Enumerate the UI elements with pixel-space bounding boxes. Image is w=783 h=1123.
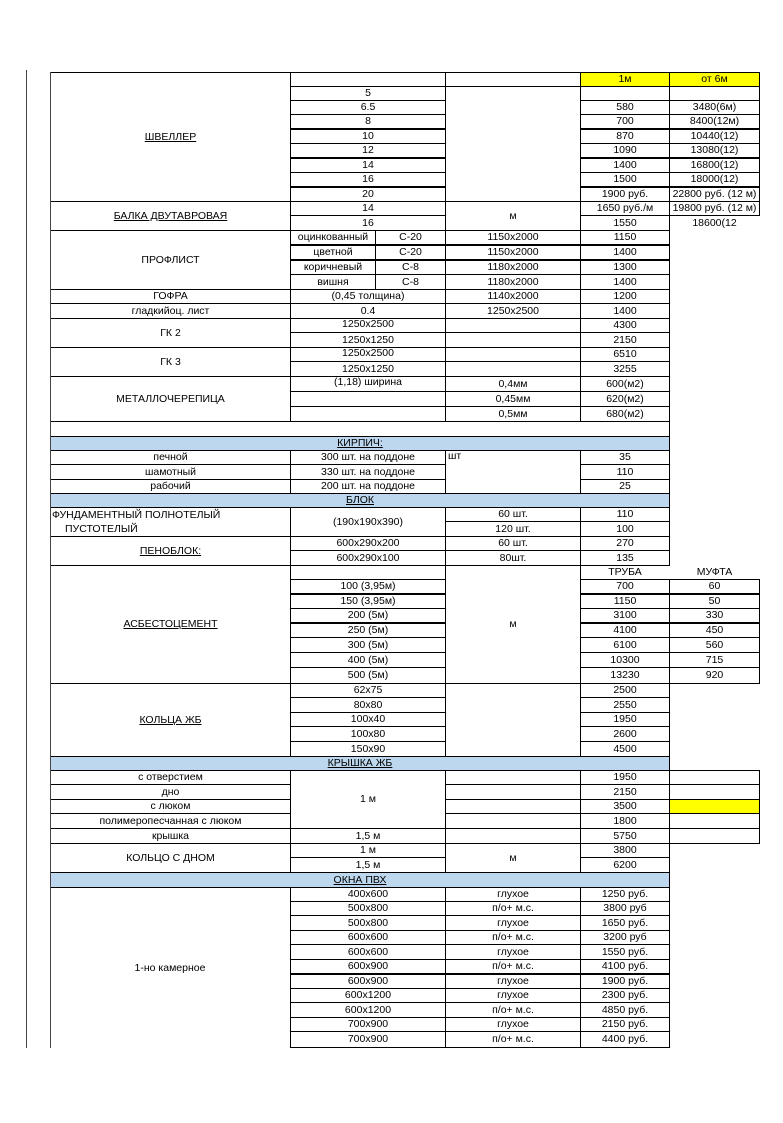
proflist-price: 1150 — [580, 230, 670, 245]
empty-cell — [445, 813, 581, 829]
okna-type: глухое — [445, 915, 581, 931]
kryshka-name: дно — [50, 784, 291, 800]
proflist-grade: С-20 — [375, 245, 446, 260]
kryshka-name: полимеропесчанная с люком — [50, 813, 291, 829]
penoblok-qty: 80шт. — [445, 550, 581, 566]
shveller-price2: 8400(12м) — [669, 114, 760, 129]
empty-cell — [290, 72, 446, 87]
shveller-price1: 1900 руб. — [580, 187, 670, 202]
balka-label-cell — [50, 201, 291, 231]
balka-price2: 18600(12 — [692, 216, 737, 229]
proflist-dims: 1150х2000 — [445, 245, 581, 260]
okna-size: 600х900 — [290, 959, 446, 974]
gladkiy-thick: 0.4 — [290, 303, 446, 319]
kolca-price: 1950 — [580, 712, 670, 727]
kolca-size: 62х75 — [290, 683, 446, 698]
gk2-price: 2150 — [580, 332, 670, 348]
shveller-price2: 18000(12) — [669, 172, 760, 187]
kolco-dno-size: 1 м — [290, 843, 446, 858]
shveller-size: 14 — [290, 158, 446, 173]
kirpich-pack: 200 шт. на поддоне — [290, 479, 446, 494]
asbest-h2: МУФТА — [696, 566, 733, 578]
kryshka-price: 1800 — [580, 813, 670, 829]
blok-header-cell — [50, 493, 670, 508]
metallocherepica-price: 600(м2) — [580, 376, 670, 392]
kirpich-name: рабочий — [50, 479, 291, 494]
kolca-label: КОЛЬЦА ЖБ — [139, 713, 202, 726]
shveller-price2 — [669, 86, 760, 101]
asbest-truba: 3100 — [580, 608, 670, 623]
kolca-price: 2600 — [580, 726, 670, 742]
metallocherepica-label: МЕТАЛЛОЧЕРЕПИЦА — [50, 376, 291, 422]
okna-type: глухое — [445, 1017, 581, 1032]
metallocherepica-width: (1,18) ширина — [290, 376, 446, 392]
gk3-price: 6510 — [580, 347, 670, 362]
asbest-truba: 4100 — [580, 623, 670, 638]
kryshka-price: 3500 — [580, 799, 670, 814]
empty-cell — [445, 72, 581, 87]
kirpich-pack: 330 шт. на поддоне — [290, 464, 446, 480]
kolco-dno-size: 1,5 м — [290, 857, 446, 873]
gladkiy-price: 1400 — [580, 303, 670, 319]
proflist-grade: С-20 — [375, 230, 446, 245]
balka-price1: 1550 — [580, 215, 670, 231]
penoblok-dims: 600х290х200 — [290, 536, 446, 551]
empty-cell — [290, 391, 446, 407]
blok-header: БЛОК — [345, 494, 375, 506]
balka-label: БАЛКА ДВУТАВРОВАЯ — [113, 209, 228, 222]
asbest-mufta: 50 — [669, 594, 760, 609]
kolco-dno-unit: м — [445, 843, 581, 873]
blok-label-border — [50, 507, 291, 537]
okna-price: 1250 руб. — [580, 887, 670, 902]
okna-size: 700х900 — [290, 1017, 446, 1032]
asbest-mufta: 920 — [669, 667, 760, 684]
okna-type: глухое — [445, 887, 581, 902]
kirpich-header-cell — [50, 436, 670, 451]
blok-dims: (190х190х390) — [290, 507, 446, 537]
empty-cell — [445, 828, 581, 844]
okna-price: 4850 руб. — [580, 1002, 670, 1018]
gladkiy-dims: 1250х2500 — [445, 303, 581, 319]
okna-type: п/о+ м.с. — [445, 901, 581, 916]
okna-price: 1650 руб. — [580, 915, 670, 931]
empty-cell — [445, 318, 581, 333]
gk3-size: 1250х1250 — [290, 361, 446, 377]
empty-cell — [669, 828, 760, 844]
asbest-size: 200 (5м) — [290, 608, 446, 623]
proflist-dims: 1150х2000 — [445, 230, 581, 245]
asbest-size: 150 (3,95м) — [290, 594, 446, 609]
okna-type: п/о+ м.с. — [445, 1002, 581, 1018]
asbest-mufta: 450 — [669, 623, 760, 638]
blok-price1: 110 — [580, 507, 670, 522]
okna-size: 600х600 — [290, 930, 446, 945]
gk2-label: ГК 2 — [50, 318, 291, 348]
col1-header: 1м — [580, 72, 670, 87]
balka-price1: 1650 руб./м — [580, 201, 670, 216]
kolca-size: 100х40 — [290, 712, 446, 727]
shveller-price2: 22800 руб. (12 м) — [669, 187, 760, 202]
okna-price: 2150 руб. — [580, 1017, 670, 1032]
proflist-dims: 1180х2000 — [445, 260, 581, 275]
okna-size: 500х800 — [290, 915, 446, 931]
shveller-price2: 16800(12) — [669, 158, 760, 173]
kirpich-unit: шт — [445, 450, 581, 494]
proflist-grade: С-8 — [375, 260, 446, 275]
metallocherepica-price: 620(м2) — [580, 391, 670, 407]
kirpich-header: КИРПИЧ: — [337, 437, 383, 449]
penoblok-qty: 60 шт. — [445, 536, 581, 551]
kirpich-price: 110 — [580, 464, 670, 480]
kolca-size: 80х80 — [290, 697, 446, 713]
kolca-label-cell — [50, 683, 291, 757]
gofra-note: (0,45 толщина) — [290, 289, 446, 304]
okna-size: 600х1200 — [290, 1002, 446, 1018]
page-margin-line — [26, 70, 27, 1048]
shveller-size: 8 — [290, 114, 446, 129]
empty-cell — [669, 770, 760, 785]
kirpich-name: шамотный — [50, 464, 291, 480]
okna-header: ОКНА ПВХ — [333, 873, 387, 886]
col2-header: от 6м — [669, 72, 760, 87]
shveller-size: 10 — [290, 129, 446, 144]
okna-label: 1-но камерное — [50, 887, 291, 1048]
blok-qty1: 60 шт. — [445, 507, 581, 522]
shveller-price1: 1400 — [580, 158, 670, 173]
okna-left-border — [50, 887, 51, 1048]
okna-price: 1550 руб. — [580, 944, 670, 960]
gofra-dims: 1140х2000 — [445, 289, 581, 304]
penoblok-dims: 600х290х100 — [290, 550, 446, 566]
shveller-price2: 3480(6м) — [669, 100, 760, 115]
penoblok-price: 270 — [580, 536, 670, 551]
shveller-price1 — [580, 86, 670, 101]
kryshka-header: КРЫШКА ЖБ — [327, 757, 393, 769]
shveller-price2: 13080(12) — [669, 143, 760, 158]
metallocherepica-thick: 0,5мм — [445, 406, 581, 422]
empty-cell — [445, 799, 581, 814]
proflist-dims: 1180х2000 — [445, 274, 581, 290]
asbest-mufta: 715 — [669, 652, 760, 668]
okna-price: 3800 руб — [580, 901, 670, 916]
asbest-mufta: 330 — [669, 608, 760, 623]
blok-price2: 100 — [580, 521, 670, 537]
okna-price: 2300 руб. — [580, 988, 670, 1003]
empty-cell — [669, 784, 760, 800]
blok-qty2: 120 шт. — [445, 521, 581, 537]
kryshka-name: с отверстием — [50, 770, 291, 785]
kirpich-name: печной — [50, 450, 291, 465]
balka-unit: м — [445, 201, 581, 231]
okna-type: п/о+ м.с. — [445, 1031, 581, 1048]
okna-price: 4400 руб. — [580, 1031, 670, 1048]
proflist-price: 1400 — [580, 245, 670, 260]
proflist-price: 1300 — [580, 260, 670, 275]
shveller-price1: 1090 — [580, 143, 670, 158]
gladkiy-label: гладкийоц. лист — [50, 303, 291, 319]
shveller-price1: 580 — [580, 100, 670, 115]
kolco-dno-price: 3800 — [580, 843, 670, 858]
shveller-size: 5 — [290, 86, 446, 101]
asbest-mufta: 560 — [669, 637, 760, 653]
okna-type: глухое — [445, 988, 581, 1003]
spacer-row — [50, 421, 670, 437]
asbest-size: 300 (5м) — [290, 637, 446, 653]
okna-type: п/о+ м.с. — [445, 930, 581, 945]
metallocherepica-thick: 0,4мм — [445, 376, 581, 392]
asbest-size: 500 (5м) — [290, 667, 446, 684]
kryshka-price: 1950 — [580, 770, 670, 785]
gk3-price: 3255 — [580, 361, 670, 377]
gk2-size: 1250х2500 — [290, 318, 446, 333]
empty-cell — [290, 406, 446, 422]
empty-cell — [445, 361, 581, 377]
kirpich-price: 35 — [580, 450, 670, 465]
asbest-size: 400 (5м) — [290, 652, 446, 668]
penoblok-label-cell — [50, 536, 291, 566]
kryshka-size-1m: 1 м — [290, 770, 446, 829]
asbest-truba: 13230 — [580, 667, 670, 684]
shveller-price1: 870 — [580, 129, 670, 144]
shveller-size: 20 — [290, 187, 446, 202]
proflist-price: 1400 — [580, 274, 670, 290]
asbest-label-cell — [50, 565, 291, 684]
okna-size: 600х1200 — [290, 988, 446, 1003]
balka-size: 14 — [290, 201, 446, 216]
proflist-coat: цветной — [290, 245, 376, 260]
shveller-price1: 700 — [580, 114, 670, 129]
asbest-truba: 10300 — [580, 652, 670, 668]
metallocherepica-price: 680(м2) — [580, 406, 670, 422]
kryshka-size-15m: 1,5 м — [290, 828, 446, 844]
balka-price2: 19800 руб. (12 м) — [669, 201, 760, 216]
empty-cell — [445, 347, 581, 362]
proflist-grade: С-8 — [375, 274, 446, 290]
okna-header-cell — [50, 872, 670, 888]
kryshka-header-cell — [50, 756, 670, 771]
kolco-dno-price: 6200 — [580, 857, 670, 873]
gofra-label: ГОФРА — [50, 289, 291, 304]
shveller-price2: 10440(12) — [669, 129, 760, 144]
kryshka-name: с люком — [50, 799, 291, 814]
okna-size: 600х600 — [290, 944, 446, 960]
asbest-truba: 700 — [580, 579, 670, 594]
empty-cell — [445, 683, 581, 757]
kolca-price: 4500 — [580, 741, 670, 757]
asbest-size: 100 (3,95м) — [290, 579, 446, 594]
kolco-dno-label: КОЛЬЦО С ДНОМ — [50, 843, 291, 873]
gk3-size: 1250х2500 — [290, 347, 446, 362]
asbest-mufta: 60 — [669, 579, 760, 594]
okna-type: глухое — [445, 973, 581, 989]
kolca-size: 150х90 — [290, 741, 446, 757]
empty-cell — [445, 770, 581, 785]
gk2-price: 4300 — [580, 318, 670, 333]
penoblok-price: 135 — [580, 550, 670, 566]
kryshka-price: 2150 — [580, 784, 670, 800]
asbest-truba: 1150 — [580, 594, 670, 609]
okna-size: 600х900 — [290, 973, 446, 989]
blok-row2-label: ПУСТОТЕЛЫЙ — [65, 523, 138, 535]
asbest-label: АСБЕСТОЦЕМЕНТ — [123, 618, 218, 630]
penoblok-label: ПЕНОБЛОК: — [139, 544, 202, 557]
okna-size: 500х800 — [290, 901, 446, 916]
shveller-size: 6.5 — [290, 100, 446, 115]
empty-cell — [445, 784, 581, 800]
okna-size: 700х900 — [290, 1031, 446, 1048]
asbest-unit: м — [445, 565, 581, 684]
asbest-size: 250 (5м) — [290, 623, 446, 638]
proflist-coat: оцинкованный — [290, 230, 376, 245]
kolca-size: 100х80 — [290, 726, 446, 742]
asbest-truba: 6100 — [580, 637, 670, 653]
metallocherepica-thick: 0,45мм — [445, 391, 581, 407]
shveller-size: 12 — [290, 143, 446, 158]
balka-size: 16 — [290, 215, 446, 231]
kirpich-price: 25 — [580, 479, 670, 494]
empty-cell — [445, 332, 581, 348]
kolca-price: 2500 — [580, 683, 670, 698]
shveller-label: ШВЕЛЛЕР — [144, 130, 197, 143]
gk3-label: ГК 3 — [50, 347, 291, 377]
empty-cell — [445, 86, 581, 202]
blok-row1-label: ФУНДАМЕНТНЫЙ ПОЛНОТЕЛЫЙ — [52, 508, 221, 521]
okna-price: 1900 руб. — [580, 973, 670, 989]
proflist-coat: коричневый — [290, 260, 376, 275]
okna-price: 3200 руб — [580, 930, 670, 945]
gk2-size: 1250х1250 — [290, 332, 446, 348]
empty-cell — [290, 565, 446, 580]
gofra-price: 1200 — [580, 289, 670, 304]
kryshka-name: крышка — [50, 828, 291, 844]
kirpich-pack: 300 шт. на поддоне — [290, 450, 446, 465]
okna-type: п/о+ м.с. — [445, 959, 581, 974]
highlight-cell — [669, 799, 760, 814]
asbest-h1: ТРУБА — [608, 566, 642, 578]
shveller-price1: 1500 — [580, 172, 670, 187]
table-left-border — [50, 72, 51, 887]
okna-price: 4100 руб. — [580, 959, 670, 974]
kryshka-price: 5750 — [580, 828, 670, 844]
empty-cell — [669, 813, 760, 829]
proflist-coat: вишня — [290, 274, 376, 290]
okna-type: глухое — [445, 944, 581, 960]
proflist-label: ПРОФЛИСТ — [50, 230, 291, 290]
shveller-label-cell — [50, 72, 291, 202]
kolca-price: 2550 — [580, 697, 670, 713]
shveller-size: 16 — [290, 172, 446, 187]
okna-size: 400х600 — [290, 887, 446, 902]
